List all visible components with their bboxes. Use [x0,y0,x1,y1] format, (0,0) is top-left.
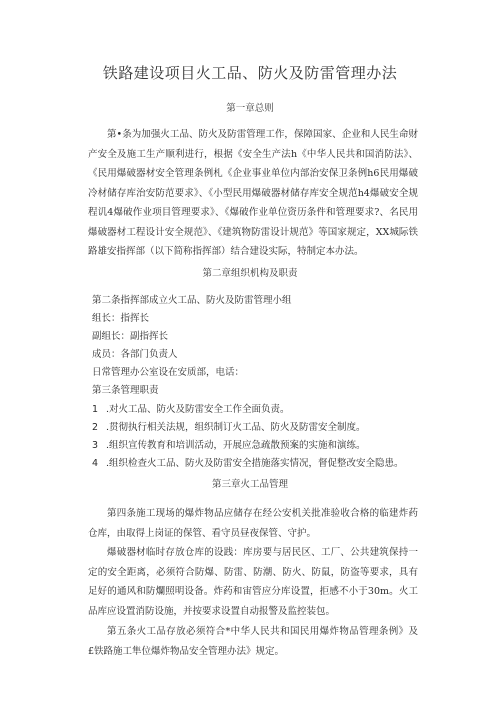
duty-item [92,419,422,437]
group-leader-line: 组长：指挥长 [92,313,150,324]
duty-item [92,401,422,419]
duty-text: .组织宣传教育和培训活动，开展应急疏散预案的实施和演练。 [106,440,366,451]
office-line: 日常管理办公室设在安质部，电话： [92,367,245,378]
duty-text: .贯彻执行相关法规，组织制订火工品、防火及防雷安全制度。 [106,422,366,433]
storage-paragraph: 爆破器材临时存放仓库的设践：库房要与居民区、工厂、公共建筑保持一定的安全距离，必须符合防爆、防雷、防潮、防火、防鼠，防盗等要求，具有足好的通风和防爛照明设备。炸药和宙管应分库设置，拒感不小于30m。火工品库应设置消防设施，并按要求设置自动报警及监控装包。 [88,547,418,617]
article-1-paragraph: 第•条为加强火工品、防火及防雷管理工作，保障国家、企业和人民生命财产安全及施工生产顺利进行，根据《安全生产法h《中华人民共和国消防法》、《民用爆破器材安全管理条例札《企业事业单位内部治安保卫条例h6民用爆破冷材储存库治安防范要求》、《小型民用爆破器材储存库安全规范h4爆破安全规程讥4爆破作业项目管理要求》、《爆破作业单位资历条件和管理要求?、名民用爆破器材工程设计安全规范》、《建筑物防雷设计规范》等国家规定，XX城际铁路雄安指挥部（以下简称指挥部）结合建设实际，特制定本办法。 [88,129,418,257]
duty-number: 2 [92,422,99,433]
document-title: 铁路建设项目火工品、防火及防雷管理办法 [102,64,398,82]
members-line: 成员：各部门负责人 [92,349,178,360]
duty-number: 1 [92,404,99,415]
duty-item [92,437,422,455]
chapter-1-heading: 第一章总则 [226,103,274,114]
article-4-paragraph: 第四条施工现场的爆炸物品应储存在经公安机关批准验收合格的临建炸药仓库，由取得上岗证的保管、看守员昼夜保管、守护。 [88,508,418,539]
article-2-line: 第二条指挥部成立火工品、防火及防雷管理小组 [92,295,292,306]
duty-text: .对火工品、防火及防雷安全工作全面负责。 [106,404,290,415]
duty-number: 3 [92,440,99,451]
deputy-leader-line: 副组长：副指挥长 [92,331,169,342]
duty-number: 4 [92,458,99,469]
chapter-2-heading: 第二章组织机构及职责 [202,268,298,279]
article-3-line: 第三条管理职责 [92,385,159,396]
duty-text: .组织检查火工品、防火及防雷安全措施落实情况，督促整改安全隐患。 [106,458,404,469]
duty-item [92,455,422,473]
article-5-paragraph: 第五条火工品存放必须符合*中华人民共和国民用爆炸物品管理条例》及£铁路施工隼位爆炸物品安全管理办法》规定。 [88,626,418,657]
chapter-3-heading: 第三章火工品管理 [211,479,288,490]
